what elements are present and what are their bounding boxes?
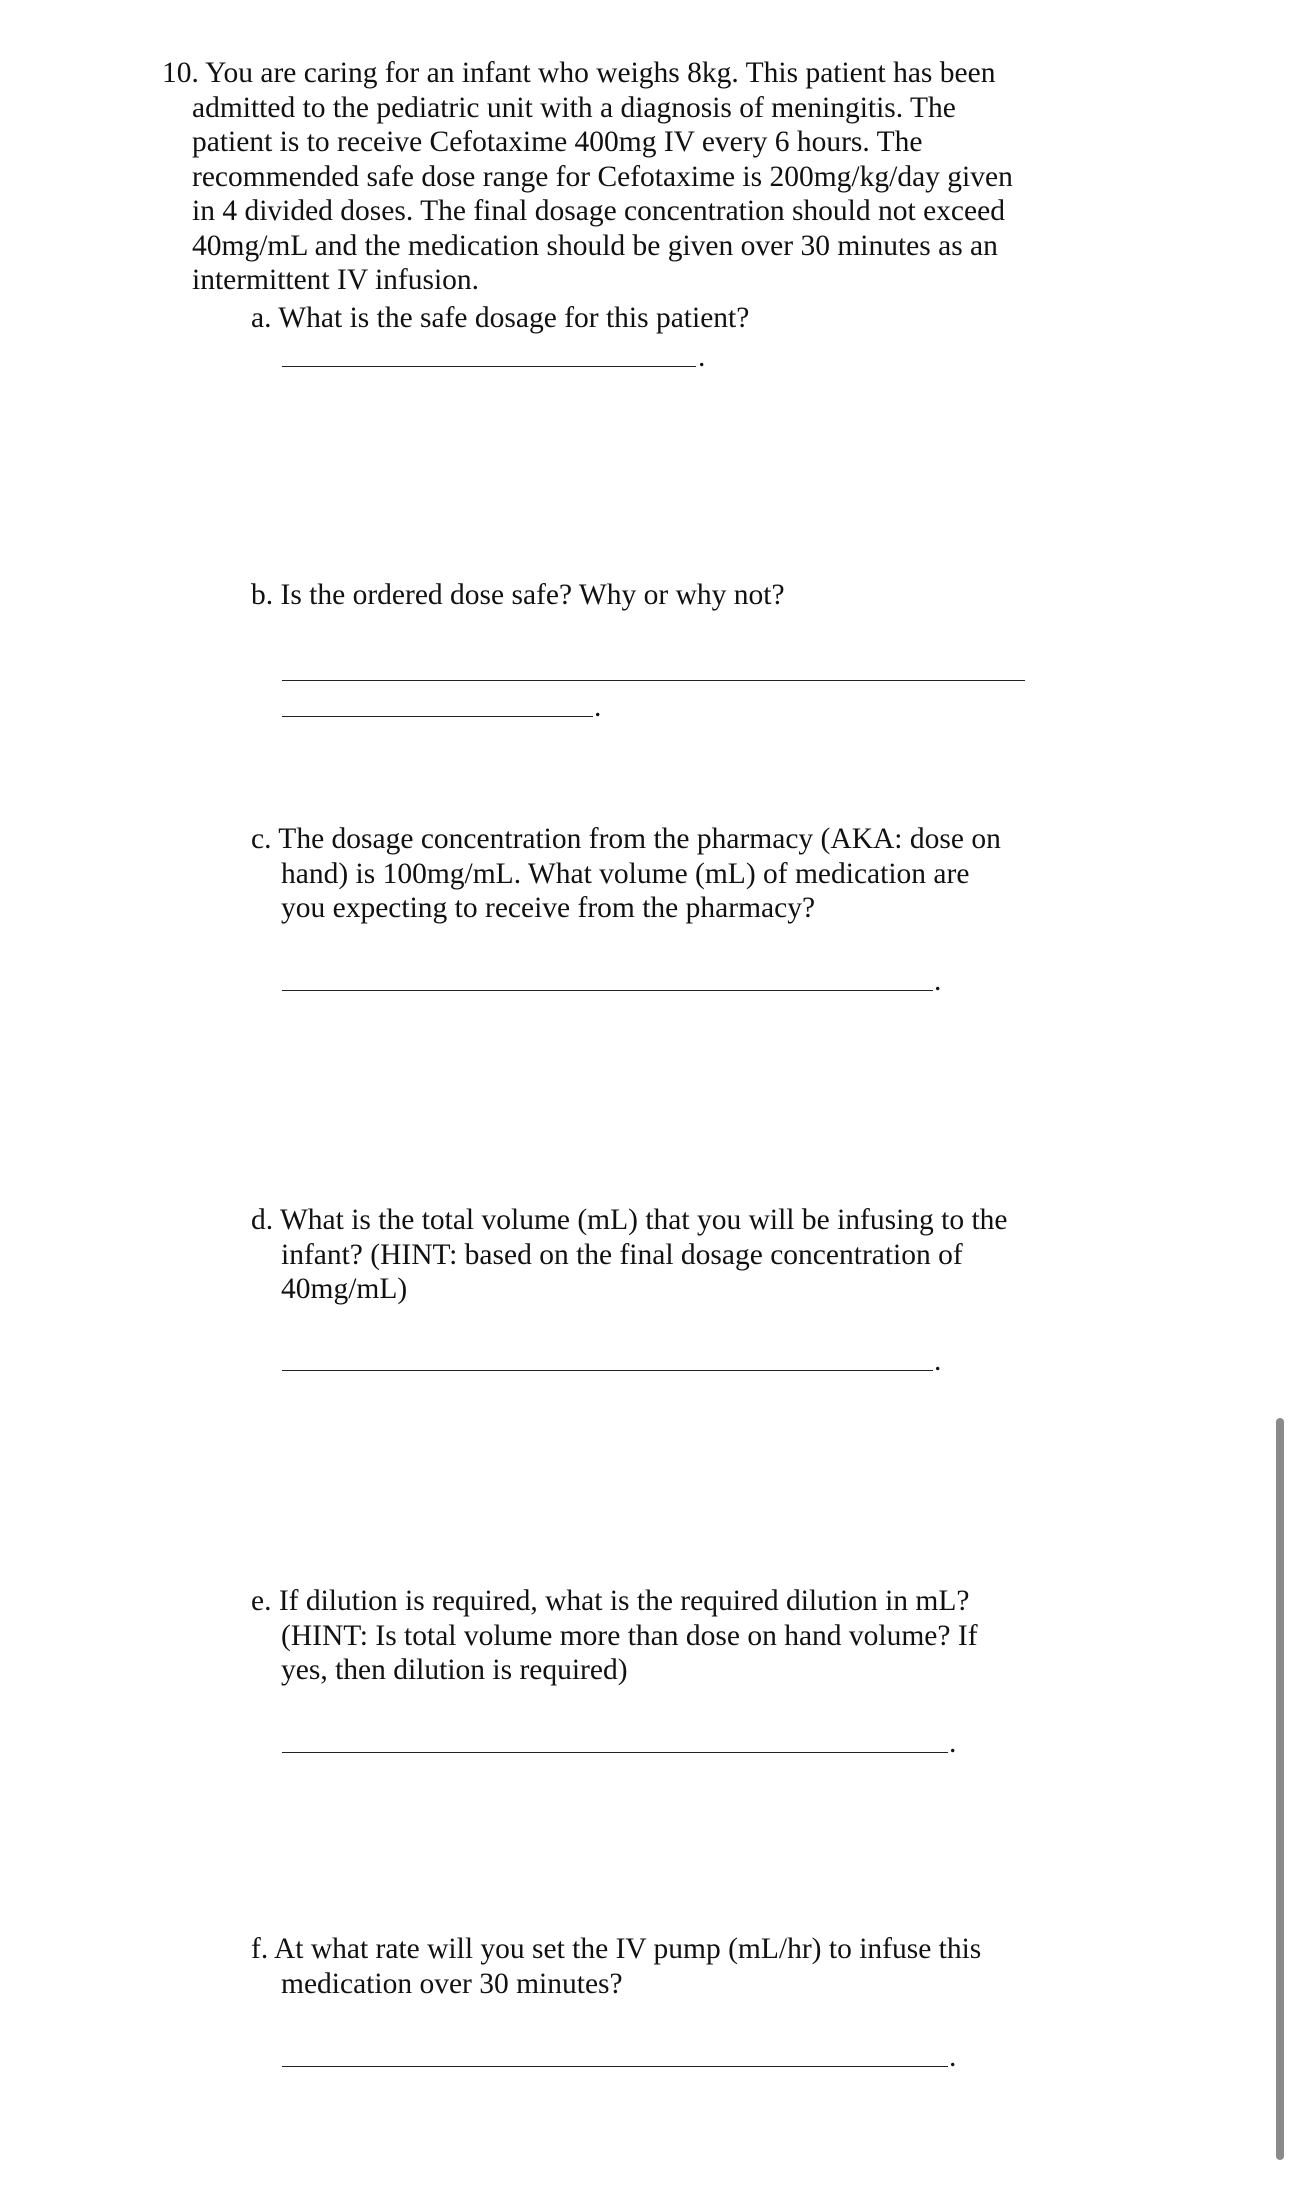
question-line: patient is to receive Cefotaxime 400mg IV every 6 hours. The: [192, 126, 923, 158]
question-line: 40mg/mL and the medication should be given over 30 minutes as an: [192, 229, 998, 262]
answer-period: .: [594, 691, 602, 723]
subquestion-d: d. What is the total volume (mL) that you will be infusing to the infant? (HINT: based on the final dosage concentration of 40mg/mL): [251, 1204, 1008, 1305]
answer-period: .: [934, 965, 942, 997]
answer-line-b1[interactable]: [282, 680, 1025, 681]
subquestion-e: e. If dilution is required, what is the required dilution in mL? (HINT: Is total volume more than dose on hand volume? If yes, then dilution is required): [251, 1585, 978, 1686]
question-line: 10. You are caring for an infant who weighs 8kg. This patient has been: [162, 57, 996, 89]
question-number: 10.: [162, 57, 199, 89]
answer-line-d[interactable]: [282, 1370, 933, 1371]
answer-line-b2[interactable]: [282, 716, 593, 717]
subquestion-f: f. At what rate will you set the IV pump (mL/hr) to infuse this medication over 30 minutes?: [251, 1933, 982, 2000]
subquestion-a: a. What is the safe dosage for this patient?: [251, 302, 750, 334]
answer-line-f[interactable]: [282, 2066, 948, 2067]
subquestion-b: b. Is the ordered dose safe? Why or why not?: [251, 579, 785, 611]
answer-period: .: [949, 1727, 957, 1759]
answer-period: .: [698, 341, 706, 373]
vertical-scrollbar[interactable]: [1276, 1418, 1284, 2160]
answer-line-c[interactable]: [282, 990, 933, 991]
answer-period: .: [934, 1345, 942, 1377]
answer-period: .: [949, 2041, 957, 2073]
subquestion-c: c. The dosage concentration from the pharmacy (AKA: dose on hand) is 100mg/mL. What volume (mL) of medication are you expecting to receive from the pharmacy?: [251, 823, 1001, 924]
question-10-stem: [162, 56, 1042, 298]
answer-line-e[interactable]: [282, 1752, 948, 1753]
question-line: recommended safe dose range for Cefotaxime is 200mg/kg/day given: [192, 160, 1013, 193]
question-line: intermittent IV infusion.: [192, 264, 480, 296]
answer-line-a[interactable]: [282, 366, 696, 367]
question-line: in 4 divided doses. The final dosage concentration should not exceed: [192, 195, 1005, 227]
question-line: admitted to the pediatric unit with a diagnosis of meningitis. The: [192, 91, 956, 124]
